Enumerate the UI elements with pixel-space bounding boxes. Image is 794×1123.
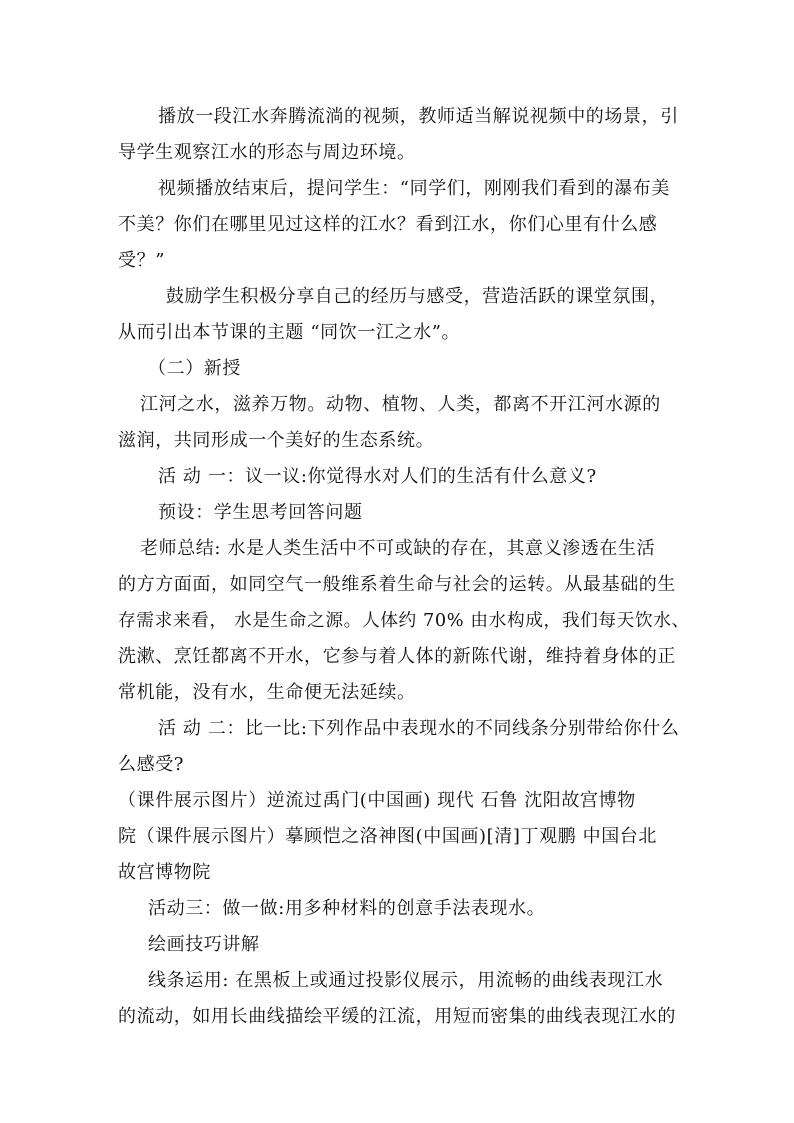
- paragraph-line: 预设：学生思考回答问题: [158, 502, 363, 523]
- activity-line: 活 动 一：议一议:你觉得水对人们的生活有什么意义?: [158, 466, 597, 487]
- paragraph-line: 滋润，共同形成一个美好的生态系统。: [118, 430, 435, 451]
- paragraph-line: 么感受?: [118, 754, 185, 775]
- paragraph-line: （课件展示图片）逆流过禹门(中国画) 现代 石鲁 沈阳故宫博物: [118, 790, 636, 811]
- paragraph-line: 故宫博物院: [118, 862, 211, 883]
- paragraph-line: 的方方面面，如同空气一般维系着生命与社会的运转。从最基础的生: [118, 574, 676, 595]
- paragraph-line: 播放一段江水奔腾流淌的视频，教师适当解说视频中的场景，引: [158, 106, 679, 127]
- paragraph-line: 江河之水，滋养万物。动物、植物、人类，都离不开江河水源的: [140, 394, 661, 415]
- activity-line: 活 动 二：比一比:下列作品中表现水的不同线条分别带给你什么: [158, 718, 680, 739]
- paragraph-line: 导学生观察江水的形态与周边环境。: [118, 142, 416, 163]
- paragraph-line: 不美？你们在哪里见过这样的江水？看到江水，你们心里有什么感: [118, 214, 658, 235]
- paragraph-line: 老师总结: 水是人类生活中不可或缺的存在，其意义渗透在生活: [140, 538, 656, 559]
- section-heading: 绘画技巧讲解: [148, 934, 260, 955]
- paragraph-line: 线条运用: 在黑板上或通过投影仪展示，用流畅的曲线表现江水: [148, 970, 664, 991]
- paragraph-line: 存需求来看， 水是生命之源。人体约 70% 由水构成，我们每天饮水、: [118, 611, 690, 631]
- paragraph-line: 的流动，如用长曲线描绘平缓的江流，用短而密集的曲线表现江水的: [118, 1006, 676, 1027]
- paragraph-line: 常机能，没有水，生命便无法延续。: [118, 682, 416, 703]
- activity-line: 活动三：做一做:用多种材料的创意手法表现水。: [148, 898, 546, 919]
- paragraph-line: 视频播放结束后，提问学生：“同学们，刚刚我们看到的瀑布美: [158, 178, 670, 199]
- paragraph-line: 鼓励学生积极分享自己的经历与感受，营造活跃的课堂氛围，: [166, 286, 669, 307]
- paragraph-line: 院（课件展示图片）摹顾恺之洛神图(中国画)[清]丁观鹏 中国台北: [118, 826, 658, 847]
- paragraph-line: 洗漱、烹饪都离不开水，它参与着人体的新陈代谢，维持着身体的正: [118, 646, 676, 667]
- paragraph-line: 受？”: [118, 250, 166, 271]
- section-heading: （二）新授: [148, 358, 241, 379]
- paragraph-line: 从而引出本节课的主题 “同饮一江之水”。: [118, 322, 461, 343]
